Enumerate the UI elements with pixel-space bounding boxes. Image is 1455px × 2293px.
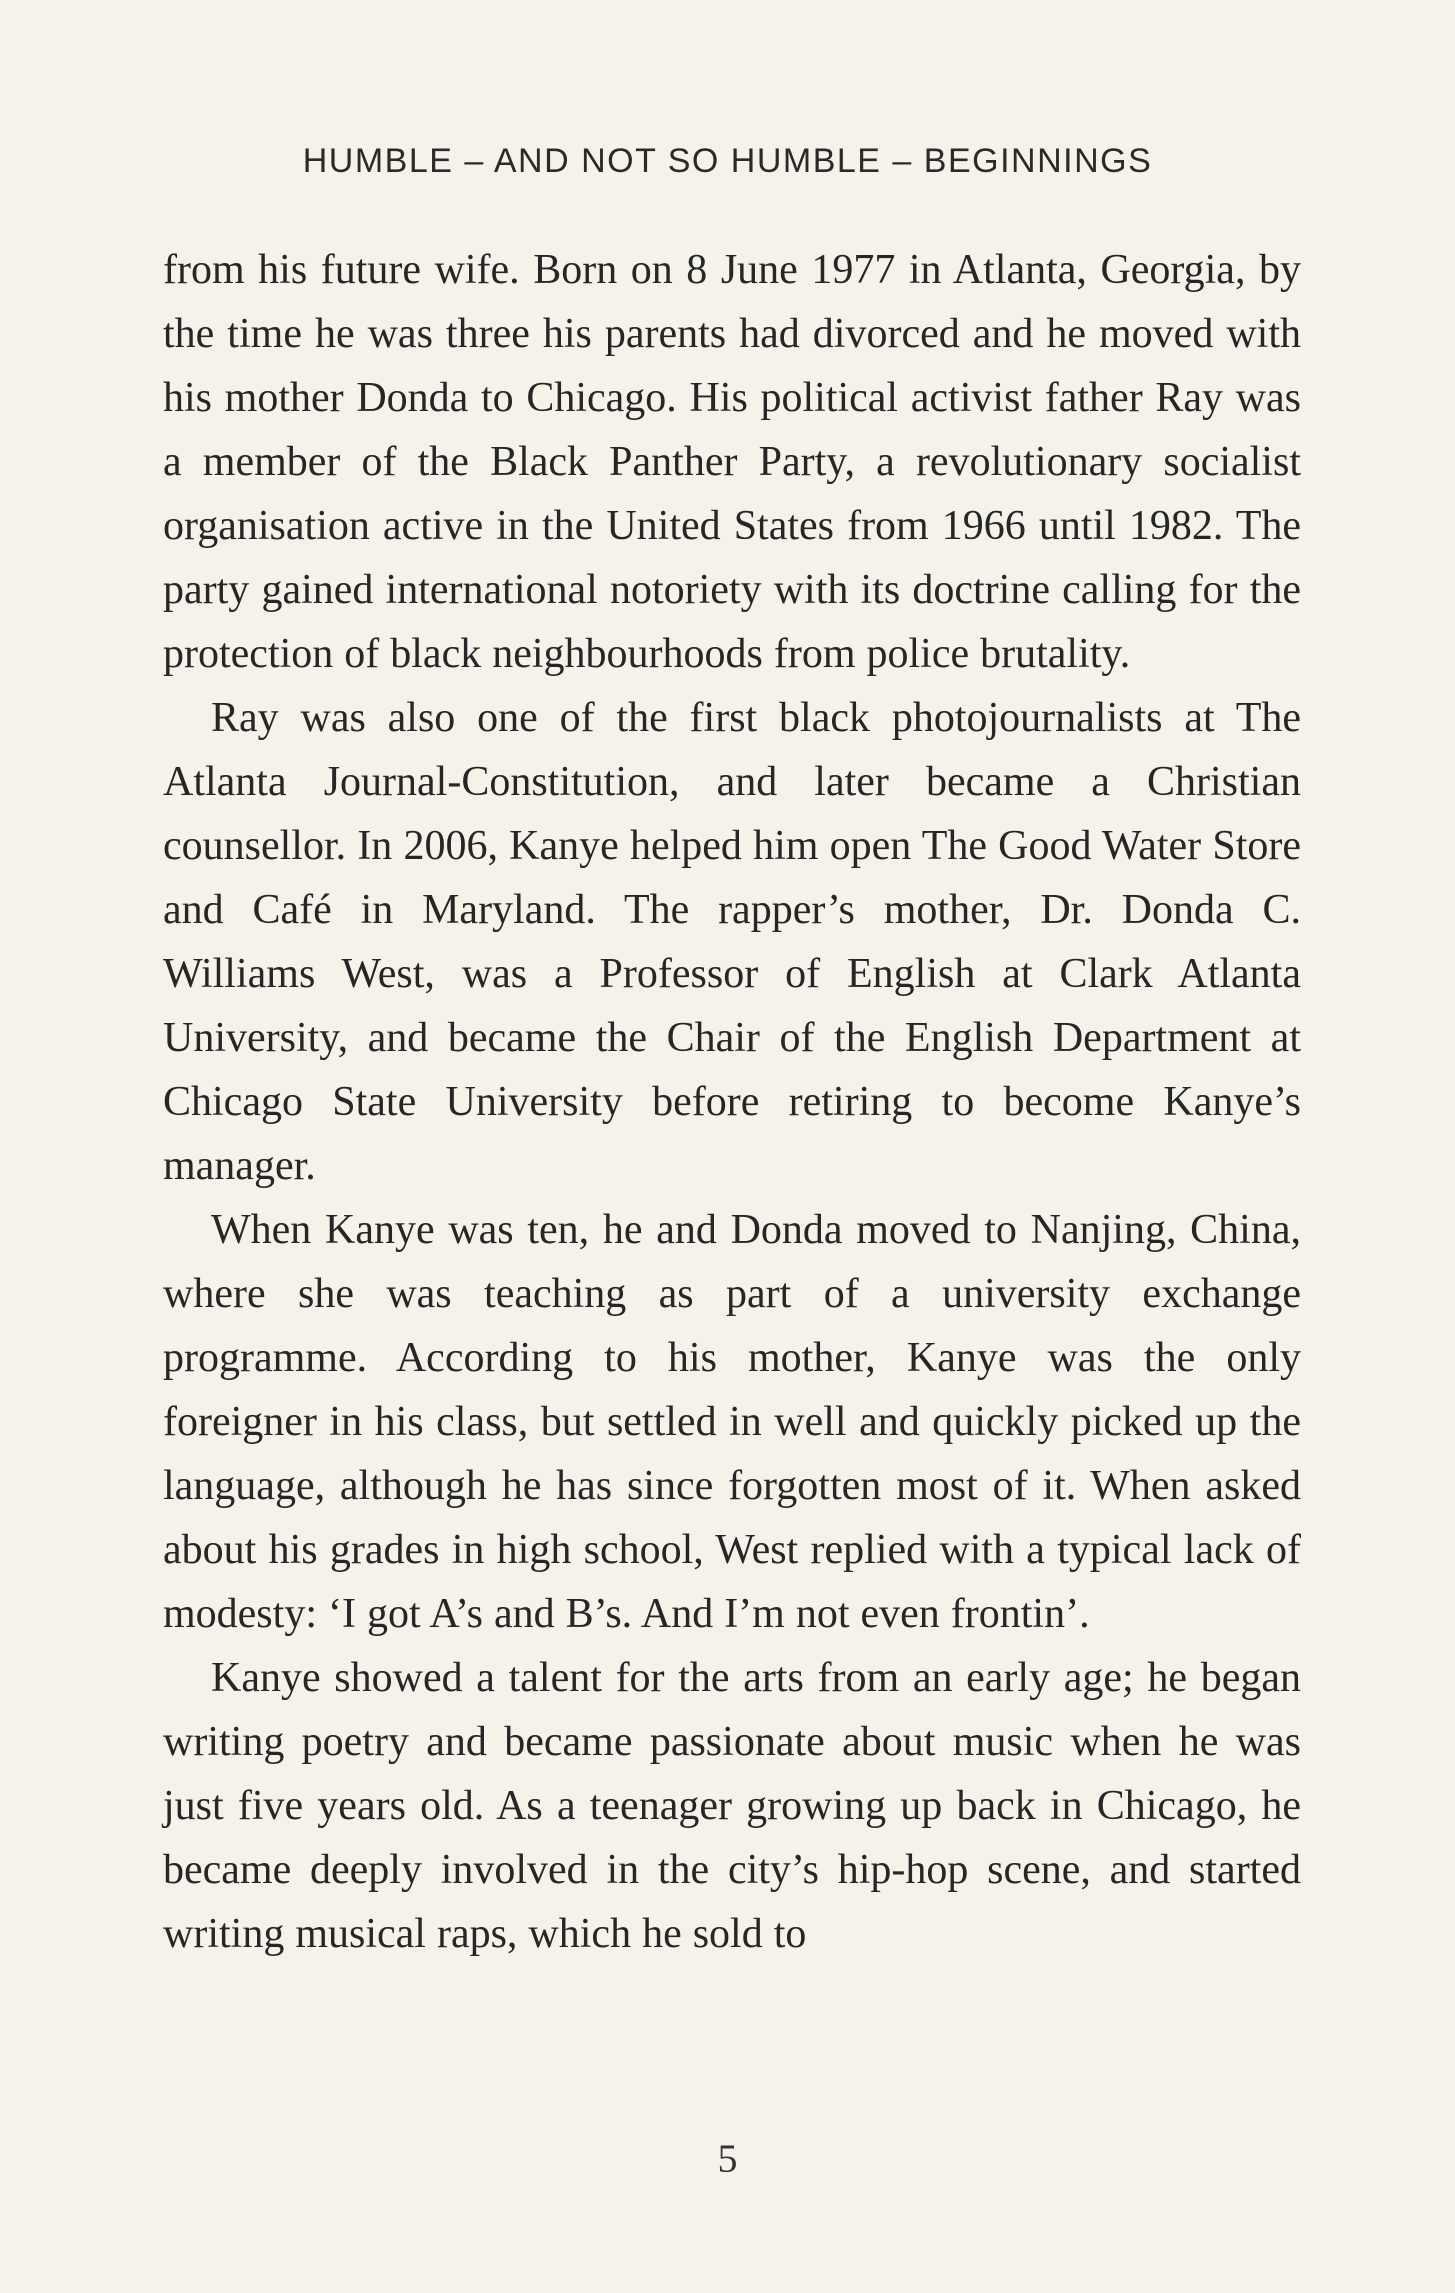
paragraph-4: Kanye showed a talent for the arts from an early age; he began writing poetry and became passionate about music when he was just five years old. As a teenager growing up back in Chicago, he became deeply involved in the city’s hip-hop scene, and started writing musical raps, which he sold to [163, 1655, 1301, 1957]
body-text [163, 238, 1301, 1966]
page-number: 5 [717, 2136, 738, 2181]
paragraph-1: from his future wife. Born on 8 June 1977 in Atlanta, Georgia, by the time he was three his parents had divorced and he moved with his mother Donda to Chicago. His political activist father Ray was a member of the Black Panther Party, a revolutionary socialist organisation active in the United States from 1966 until 1982. The party gained international notoriety with its doctrine calling for the protection of black neighbourhoods from police brutality. [163, 247, 1301, 677]
running-head: HUMBLE – AND NOT SO HUMBLE – BEGINNINGS [302, 142, 1153, 180]
paragraph-2: Ray was also one of the first black photojournalists at The Atlanta Journal-Constitution, and later became a Christian counsellor. In 2006, Kanye helped him open The Good Water Store and Café in Maryland. The rapper’s mother, Dr. Donda C. Williams West, was a Professor of English at Clark Atlanta University, and became the Chair of the English Department at Chicago State University before retiring to become Kanye’s manager. [163, 695, 1301, 1189]
paragraph-3: When Kanye was ten, he and Donda moved to Nanjing, China, where she was teaching as part of a university exchange programme. According to his mother, Kanye was the only foreigner in his class, but settled in well and quickly picked up the language, although he has since forgotten most of it. When asked about his grades in high school, West replied with a typical lack of modesty: ‘I got A’s and B’s. And I’m not even frontin’. [163, 1207, 1301, 1637]
